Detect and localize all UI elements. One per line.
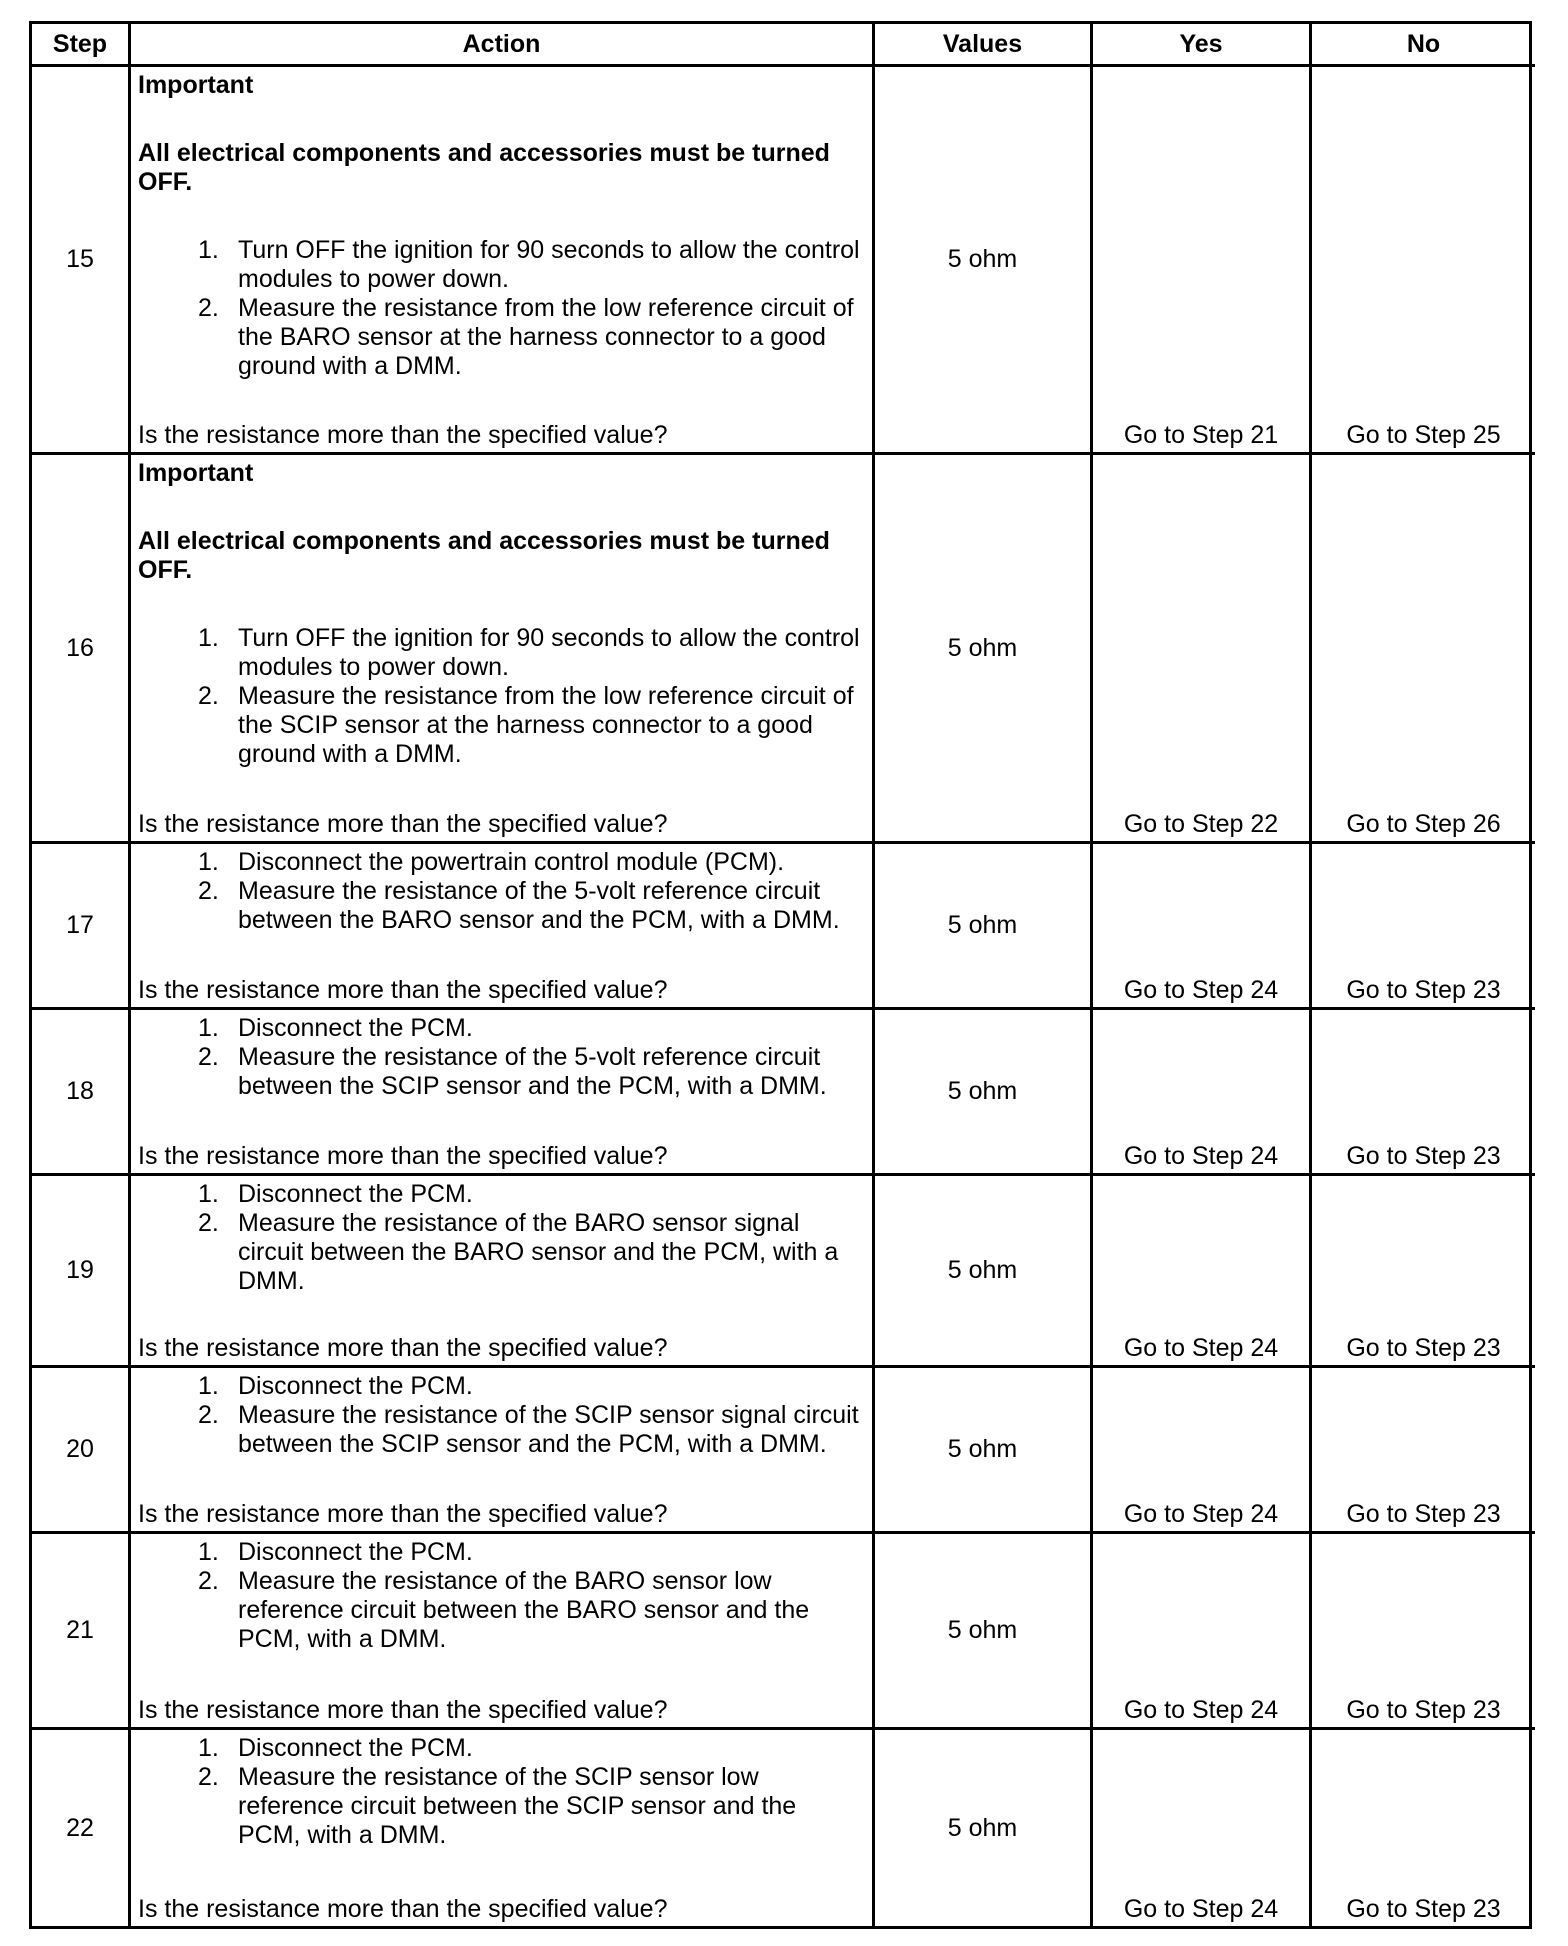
- procedure-item-number: 1.: [198, 1734, 219, 1762]
- procedure-item-number: 2.: [198, 1763, 219, 1791]
- procedure-item-text: Measure the resistance from the low reference circuit of the BARO sensor at the harness connector to a good ground with a DMM.: [238, 294, 854, 380]
- question-text: Is the resistance more than the specified value?: [138, 1334, 668, 1362]
- step-number: 21: [32, 1534, 131, 1730]
- action-cell: [131, 455, 875, 844]
- yes-result: Go to Step 24: [1093, 1730, 1312, 1926]
- procedure-item: [138, 236, 864, 294]
- procedure-list: [138, 236, 864, 381]
- procedure-item: [138, 1734, 864, 1763]
- yes-result: Go to Step 22: [1093, 455, 1312, 844]
- question-text: Is the resistance more than the specified value?: [138, 1696, 668, 1724]
- procedure-item: [138, 294, 864, 381]
- no-result: Go to Step 23: [1312, 1534, 1535, 1730]
- procedure-item-text: Measure the resistance of the SCIP sensor low reference circuit between the SCIP sensor and the PCM, with a DMM.: [238, 1763, 797, 1849]
- procedure-item: [138, 1372, 864, 1401]
- procedure-item-text: Measure the resistance of the SCIP sensor signal circuit between the SCIP sensor and the PCM, with a DMM.: [238, 1401, 859, 1458]
- step-number: 16: [32, 455, 131, 844]
- question-text: Is the resistance more than the specified value?: [138, 421, 668, 449]
- procedure-item-number: 2.: [198, 1567, 219, 1595]
- important-note: All electrical components and accessories must be turned OFF.: [138, 527, 830, 584]
- procedure-item-number: 1.: [198, 1538, 219, 1566]
- step-number: 20: [32, 1368, 131, 1534]
- step-number: 17: [32, 844, 131, 1010]
- yes-result: Go to Step 24: [1093, 1534, 1312, 1730]
- no-result: Go to Step 23: [1312, 1010, 1535, 1176]
- procedure-item-text: Disconnect the PCM.: [238, 1014, 473, 1042]
- procedure-item: [138, 1209, 864, 1296]
- procedure-item-text: Turn OFF the ignition for 90 seconds to allow the control modules to power down.: [238, 236, 860, 293]
- procedure-item: [138, 1014, 864, 1043]
- no-result: Go to Step 26: [1312, 455, 1535, 844]
- procedure-item: [138, 1043, 864, 1101]
- procedure-item-text: Disconnect the PCM.: [238, 1734, 473, 1762]
- question-text: Is the resistance more than the specified value?: [138, 810, 668, 838]
- action-cell: [131, 844, 875, 1010]
- question-text: Is the resistance more than the specified value?: [138, 1142, 668, 1170]
- action-cell: [131, 67, 875, 455]
- procedure-item-text: Measure the resistance of the 5-volt reference circuit between the BARO sensor and the PCM, with a DMM.: [238, 877, 840, 934]
- procedure-item: [138, 1401, 864, 1459]
- procedure-item: [138, 877, 864, 935]
- procedure-item-text: Disconnect the powertrain control module (PCM).: [238, 848, 785, 876]
- question-text: Is the resistance more than the specified value?: [138, 976, 668, 1004]
- yes-result: Go to Step 24: [1093, 1010, 1312, 1176]
- header-values: Values: [875, 24, 1093, 67]
- procedure-item-number: 2.: [198, 682, 219, 710]
- value-cell: 5 ohm: [875, 1534, 1093, 1730]
- procedure-item: [138, 1538, 864, 1567]
- procedure-item-number: 1.: [198, 1014, 219, 1042]
- procedure-list: [138, 848, 864, 935]
- value-cell: 5 ohm: [875, 1010, 1093, 1176]
- step-number: 19: [32, 1176, 131, 1368]
- no-result: Go to Step 23: [1312, 1176, 1535, 1368]
- procedure-item-number: 1.: [198, 624, 219, 652]
- header-action: Action: [131, 24, 875, 67]
- no-result: Go to Step 25: [1312, 67, 1535, 455]
- procedure-list: [138, 1734, 864, 1850]
- action-cell: [131, 1010, 875, 1176]
- yes-result: Go to Step 24: [1093, 1368, 1312, 1534]
- procedure-item: [138, 682, 864, 769]
- procedure-item-text: Measure the resistance of the BARO sensor signal circuit between the BARO sensor and the PCM, with a DMM.: [238, 1209, 839, 1295]
- procedure-list: [138, 1014, 864, 1101]
- yes-result: Go to Step 21: [1093, 67, 1312, 455]
- step-number: 22: [32, 1730, 131, 1926]
- value-cell: 5 ohm: [875, 455, 1093, 844]
- procedure-item-text: Measure the resistance of the 5-volt reference circuit between the SCIP sensor and the PCM, with a DMM.: [238, 1043, 827, 1100]
- step-number: 15: [32, 67, 131, 455]
- yes-result: Go to Step 24: [1093, 844, 1312, 1010]
- procedure-item-number: 2.: [198, 1209, 219, 1237]
- header-yes: Yes: [1093, 24, 1312, 67]
- procedure-item-text: Disconnect the PCM.: [238, 1180, 473, 1208]
- diagnostic-table: [29, 21, 1532, 1929]
- procedure-item-text: Disconnect the PCM.: [238, 1372, 473, 1400]
- procedure-item-number: 2.: [198, 294, 219, 322]
- value-cell: 5 ohm: [875, 67, 1093, 455]
- procedure-item-number: 1.: [198, 848, 219, 876]
- procedure-item-text: Turn OFF the ignition for 90 seconds to allow the control modules to power down.: [238, 624, 860, 681]
- procedure-item-number: 1.: [198, 1180, 219, 1208]
- question-text: Is the resistance more than the specified value?: [138, 1500, 668, 1528]
- procedure-item-text: Measure the resistance of the BARO sensor low reference circuit between the BARO sensor and the PCM, with a DMM.: [238, 1567, 810, 1653]
- procedure-item: [138, 1567, 864, 1654]
- question-text: Is the resistance more than the specified value?: [138, 1895, 668, 1923]
- important-note: All electrical components and accessories must be turned OFF.: [138, 139, 830, 196]
- value-cell: 5 ohm: [875, 1176, 1093, 1368]
- action-cell: [131, 1176, 875, 1368]
- procedure-item-number: 2.: [198, 1043, 219, 1071]
- value-cell: 5 ohm: [875, 1730, 1093, 1926]
- procedure-item-number: 1.: [198, 1372, 219, 1400]
- important-label: Important: [138, 71, 254, 99]
- procedure-item-number: 1.: [198, 236, 219, 264]
- procedure-list: [138, 1180, 864, 1296]
- action-cell: [131, 1368, 875, 1534]
- header-no: No: [1312, 24, 1535, 67]
- no-result: Go to Step 23: [1312, 844, 1535, 1010]
- procedure-item-text: Disconnect the PCM.: [238, 1538, 473, 1566]
- procedure-list: [138, 1372, 864, 1459]
- procedure-item: [138, 1180, 864, 1209]
- no-result: Go to Step 23: [1312, 1368, 1535, 1534]
- procedure-list: [138, 1538, 864, 1654]
- procedure-item-number: 2.: [198, 877, 219, 905]
- step-number: 18: [32, 1010, 131, 1176]
- yes-result: Go to Step 24: [1093, 1176, 1312, 1368]
- value-cell: 5 ohm: [875, 844, 1093, 1010]
- action-cell: [131, 1730, 875, 1926]
- action-cell: [131, 1534, 875, 1730]
- procedure-item: [138, 1763, 864, 1850]
- header-step: Step: [32, 24, 131, 67]
- no-result: Go to Step 23: [1346, 1895, 1501, 1923]
- procedure-list: [138, 624, 864, 769]
- value-cell: 5 ohm: [875, 1368, 1093, 1534]
- procedure-item-number: 2.: [198, 1401, 219, 1429]
- procedure-item: [138, 624, 864, 682]
- important-label: Important: [138, 459, 254, 487]
- procedure-item: [138, 848, 864, 877]
- procedure-item-text: Measure the resistance from the low reference circuit of the SCIP sensor at the harness connector to a good ground with a DMM.: [238, 682, 854, 768]
